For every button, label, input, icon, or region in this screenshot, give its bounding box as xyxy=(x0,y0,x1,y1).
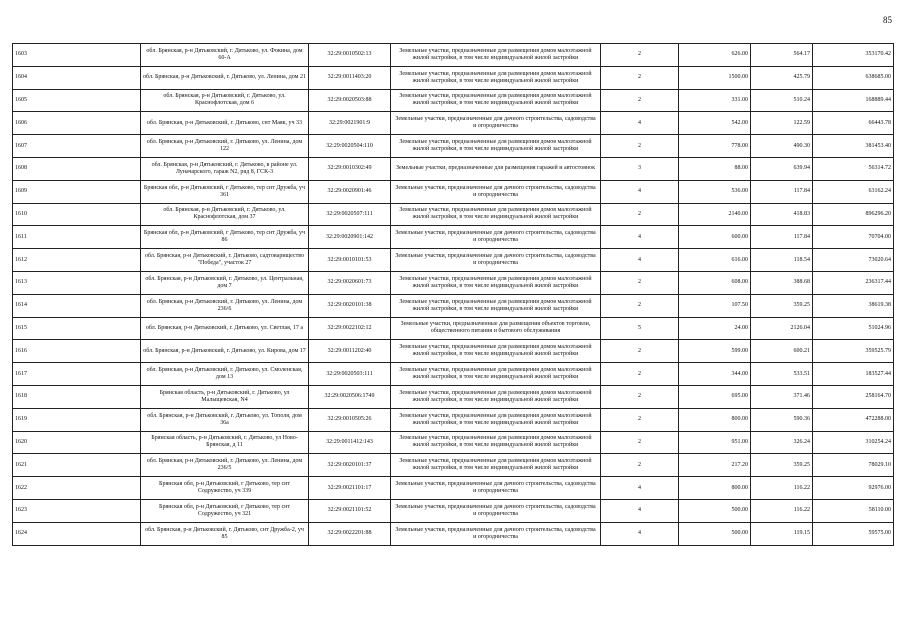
area-cell: 500.00 xyxy=(679,522,751,545)
group-cell: 4 xyxy=(601,112,679,135)
cadastral-number-cell: 32:29:0021101:17 xyxy=(309,477,391,500)
specific-value-cell: 117.84 xyxy=(751,180,813,203)
cadastral-value-cell: 58110.00 xyxy=(813,499,894,522)
address-cell: обл. Брянская, р-н Дятьковский, г. Дятьково, ул. Смоленская, дом 13 xyxy=(141,363,309,386)
land-use-cell: Земельные участки, предназначенные для размещения объектов торговли, общественного питания и бытового обслуживания xyxy=(391,317,601,340)
land-use-cell: Земельные участки, предназначенные для размещения гаражей и автостоянок xyxy=(391,157,601,180)
group-cell: 2 xyxy=(601,66,679,89)
row-number: 1624 xyxy=(13,522,141,545)
area-cell: 951.00 xyxy=(679,431,751,454)
land-use-cell: Земельные участки, предназначенные для размещения домов малоэтажной жилой застройки, в том числе индивидуальной жилой застройки xyxy=(391,203,601,226)
group-cell: 4 xyxy=(601,477,679,500)
area-cell: 800.00 xyxy=(679,408,751,431)
table-row xyxy=(13,477,894,500)
land-use-cell: Земельные участки, предназначенные для размещения домов малоэтажной жилой застройки, в том числе индивидуальной жилой застройки xyxy=(391,89,601,112)
group-cell: 2 xyxy=(601,271,679,294)
area-cell: 2140.00 xyxy=(679,203,751,226)
specific-value-cell: 600.21 xyxy=(751,340,813,363)
table-row xyxy=(13,294,894,317)
cadastral-number-cell: 32:29:0021901:9 xyxy=(309,112,391,135)
cadastral-value-cell: 472288.00 xyxy=(813,408,894,431)
address-cell: обл. Брянская, р-н Дятьковский, г. Дятьково, ул. Ленина, дом 122 xyxy=(141,135,309,158)
row-number: 1604 xyxy=(13,66,141,89)
address-cell: Брянская обл, р-н Дятьковский, г Дятьково, тер снт Содружество, уч 321 xyxy=(141,499,309,522)
row-number: 1614 xyxy=(13,294,141,317)
row-number: 1623 xyxy=(13,499,141,522)
group-cell: 2 xyxy=(601,294,679,317)
land-use-cell: Земельные участки, предназначенные для дачного строительства, садоводства и огородничества xyxy=(391,112,601,135)
group-cell: 2 xyxy=(601,135,679,158)
table-row xyxy=(13,135,894,158)
specific-value-cell: 425.79 xyxy=(751,66,813,89)
cadastral-number-cell: 32:29:0020506:1749 xyxy=(309,385,391,408)
cadastral-number-cell: 32:29:0011202:40 xyxy=(309,340,391,363)
row-number: 1606 xyxy=(13,112,141,135)
table-row xyxy=(13,522,894,545)
address-cell: Брянская обл, р-н Дятьковский, г Дятьково, тер снт Дружба, уч 86 xyxy=(141,226,309,249)
group-cell: 4 xyxy=(601,522,679,545)
cadastral-value-cell: 73020.64 xyxy=(813,249,894,272)
land-use-cell: Земельные участки, предназначенные для дачного строительства, садоводства и огородничества xyxy=(391,249,601,272)
table-row xyxy=(13,249,894,272)
cadastral-number-cell: 32:29:0010502:13 xyxy=(309,44,391,67)
area-cell: 88.00 xyxy=(679,157,751,180)
cadastral-number-cell: 32:29:0011403:20 xyxy=(309,66,391,89)
area-cell: 616.00 xyxy=(679,249,751,272)
cadastral-value-cell: 353170.42 xyxy=(813,44,894,67)
cadastral-number-cell: 32:29:0020503:111 xyxy=(309,363,391,386)
row-number: 1607 xyxy=(13,135,141,158)
area-cell: 608.00 xyxy=(679,271,751,294)
specific-value-cell: 533.51 xyxy=(751,363,813,386)
area-cell: 626.00 xyxy=(679,44,751,67)
row-number: 1611 xyxy=(13,226,141,249)
specific-value-cell: 639.94 xyxy=(751,157,813,180)
address-cell: обл. Брянская, р-н Дятьковский, г. Дятьково, ул. Фокина, дом 60-А xyxy=(141,44,309,67)
address-cell: Брянская обл, р-н Дятьковский, г Дятьково, тер снт Дружба, уч 361 xyxy=(141,180,309,203)
table-row xyxy=(13,203,894,226)
group-cell: 2 xyxy=(601,363,679,386)
group-cell: 4 xyxy=(601,249,679,272)
specific-value-cell: 117.84 xyxy=(751,226,813,249)
land-use-cell: Земельные участки, предназначенные для размещения домов малоэтажной жилой застройки, в том числе индивидуальной жилой застройки xyxy=(391,340,601,363)
cadastral-value-cell: 310254.24 xyxy=(813,431,894,454)
address-cell: обл. Брянская, р-н Дятьковский, г. Дятьково, ул. Ленина, дом 236/5 xyxy=(141,454,309,477)
address-cell: Брянская область, р-н Дятьковский, г. Дятьково, ул Ново-Брянская, д 11 xyxy=(141,431,309,454)
area-cell: 800.00 xyxy=(679,477,751,500)
group-cell: 5 xyxy=(601,317,679,340)
cadastral-value-cell: 92976.00 xyxy=(813,477,894,500)
cadastral-number-cell: 32:29:0020901:46 xyxy=(309,180,391,203)
table-row xyxy=(13,408,894,431)
address-cell: обл. Брянская, р-н Дятьковский, г. Дятьково, ул. Кирова, дом 17 xyxy=(141,340,309,363)
table-row xyxy=(13,385,894,408)
area-cell: 600.00 xyxy=(679,226,751,249)
row-number: 1618 xyxy=(13,385,141,408)
specific-value-cell: 490.30 xyxy=(751,135,813,158)
land-use-cell: Земельные участки, предназначенные для размещения домов малоэтажной жилой застройки, в том числе индивидуальной жилой застройки xyxy=(391,294,601,317)
cadastral-value-cell: 258164.70 xyxy=(813,385,894,408)
cadastral-number-cell: 32:29:0020601:73 xyxy=(309,271,391,294)
cadastral-number-cell: 32:29:0020101:38 xyxy=(309,294,391,317)
group-cell: 2 xyxy=(601,89,679,112)
cadastral-value-cell: 38619.38 xyxy=(813,294,894,317)
specific-value-cell: 2126.04 xyxy=(751,317,813,340)
cadastral-value-cell: 638685.00 xyxy=(813,66,894,89)
address-cell: обл. Брянская, р-н Дятьковский, г. Дятьково, ул. Краснофлотская, дом 6 xyxy=(141,89,309,112)
row-number: 1615 xyxy=(13,317,141,340)
specific-value-cell: 116.22 xyxy=(751,477,813,500)
land-use-cell: Земельные участки, предназначенные для размещения домов малоэтажной жилой застройки, в том числе индивидуальной жилой застройки xyxy=(391,363,601,386)
table-row xyxy=(13,363,894,386)
page-number: 85 xyxy=(883,15,892,25)
table-row xyxy=(13,431,894,454)
row-number: 1610 xyxy=(13,203,141,226)
land-use-cell: Земельные участки, предназначенные для размещения домов малоэтажной жилой застройки, в том числе индивидуальной жилой застройки xyxy=(391,135,601,158)
table-row xyxy=(13,66,894,89)
address-cell: Брянская обл, р-н Дятьковский, г Дятьково, тер снт Содружество, уч 339 xyxy=(141,477,309,500)
specific-value-cell: 119.15 xyxy=(751,522,813,545)
cadastral-value-cell: 236317.44 xyxy=(813,271,894,294)
cadastral-value-cell: 78029.10 xyxy=(813,454,894,477)
table-row xyxy=(13,180,894,203)
area-cell: 500.00 xyxy=(679,499,751,522)
cadastral-value-cell: 381453.40 xyxy=(813,135,894,158)
table-row xyxy=(13,317,894,340)
cadastral-number-cell: 32:29:0020901:142 xyxy=(309,226,391,249)
area-cell: 24.00 xyxy=(679,317,751,340)
cadastral-number-cell: 32:29:0021101:52 xyxy=(309,499,391,522)
address-cell: обл. Брянская, р-н Дятьковский, г. Дятьково, снт Дружба-2, уч 85 xyxy=(141,522,309,545)
row-number: 1622 xyxy=(13,477,141,500)
row-number: 1612 xyxy=(13,249,141,272)
specific-value-cell: 116.22 xyxy=(751,499,813,522)
cadastral-value-table xyxy=(12,43,894,546)
table-row xyxy=(13,112,894,135)
address-cell: Брянская область, р-н Дятьковский, г. Дятьково, ул Малыщевская, N4 xyxy=(141,385,309,408)
specific-value-cell: 371.46 xyxy=(751,385,813,408)
row-number: 1621 xyxy=(13,454,141,477)
specific-value-cell: 326.24 xyxy=(751,431,813,454)
cadastral-value-cell: 359525.79 xyxy=(813,340,894,363)
row-number: 1619 xyxy=(13,408,141,431)
land-use-cell: Земельные участки, предназначенные для размещения домов малоэтажной жилой застройки, в том числе индивидуальной жилой застройки xyxy=(391,66,601,89)
row-number: 1605 xyxy=(13,89,141,112)
row-number: 1613 xyxy=(13,271,141,294)
group-cell: 2 xyxy=(601,408,679,431)
group-cell: 2 xyxy=(601,44,679,67)
area-cell: 344.00 xyxy=(679,363,751,386)
row-number: 1616 xyxy=(13,340,141,363)
cadastral-value-cell: 51024.96 xyxy=(813,317,894,340)
address-cell: обл. Брянская, р-н Дятьковский, г. Дятьково, ул. Краснофлотская, дом 37 xyxy=(141,203,309,226)
address-cell: обл. Брянская, р-н Дятьковский, г. Дятьково, ул. Ленина, дом 236/6 xyxy=(141,294,309,317)
area-cell: 536.00 xyxy=(679,180,751,203)
cadastral-value-cell: 59575.00 xyxy=(813,522,894,545)
cadastral-number-cell: 32:29:0022102:12 xyxy=(309,317,391,340)
cadastral-value-cell: 168889.44 xyxy=(813,89,894,112)
row-number: 1603 xyxy=(13,44,141,67)
land-use-cell: Земельные участки, предназначенные для дачного строительства, садоводства и огородничества xyxy=(391,499,601,522)
area-cell: 542.00 xyxy=(679,112,751,135)
group-cell: 4 xyxy=(601,226,679,249)
land-use-cell: Земельные участки, предназначенные для дачного строительства, садоводства и огородничества xyxy=(391,226,601,249)
area-cell: 695.00 xyxy=(679,385,751,408)
specific-value-cell: 510.24 xyxy=(751,89,813,112)
group-cell: 3 xyxy=(601,157,679,180)
row-number: 1617 xyxy=(13,363,141,386)
table-row xyxy=(13,454,894,477)
address-cell: обл. Брянская, р-н Дятьковский, г. Дятьково, ул. Центральная, дом 7 xyxy=(141,271,309,294)
cadastral-value-cell: 896296.20 xyxy=(813,203,894,226)
area-cell: 107.50 xyxy=(679,294,751,317)
table-row xyxy=(13,157,894,180)
land-use-cell: Земельные участки, предназначенные для размещения домов малоэтажной жилой застройки, в том числе индивидуальной жилой застройки xyxy=(391,408,601,431)
specific-value-cell: 359.25 xyxy=(751,454,813,477)
address-cell: обл. Брянская, р-н Дятьковский, г. Дятьково, ул. Тополя, дом 36а xyxy=(141,408,309,431)
cadastral-number-cell: 32:29:0010505:26 xyxy=(309,408,391,431)
area-cell: 778.00 xyxy=(679,135,751,158)
row-number: 1608 xyxy=(13,157,141,180)
land-use-cell: Земельные участки, предназначенные для размещения домов малоэтажной жилой застройки, в том числе индивидуальной жилой застройки xyxy=(391,454,601,477)
table-row xyxy=(13,499,894,522)
address-cell: обл. Брянская, р-н Дятьковский, г. Дятьково, ул. Ленина, дом 21 xyxy=(141,66,309,89)
cadastral-value-cell: 183527.44 xyxy=(813,363,894,386)
land-use-cell: Земельные участки, предназначенные для дачного строительства, садоводства и огородничества xyxy=(391,180,601,203)
land-use-cell: Земельные участки, предназначенные для размещения домов малоэтажной жилой застройки, в том числе индивидуальной жилой застройки xyxy=(391,385,601,408)
group-cell: 2 xyxy=(601,431,679,454)
group-cell: 2 xyxy=(601,340,679,363)
land-use-cell: Земельные участки, предназначенные для размещения домов малоэтажной жилой застройки, в том числе индивидуальной жилой застройки xyxy=(391,271,601,294)
cadastral-value-cell: 63162.24 xyxy=(813,180,894,203)
address-cell: обл. Брянская, р-н Дятьковский, г. Дятьково, в районе ул. Луначарского, гараж N2, ряд 8, ГСК-3 xyxy=(141,157,309,180)
table-row xyxy=(13,226,894,249)
group-cell: 4 xyxy=(601,180,679,203)
cadastral-number-cell: 32:29:0010302:49 xyxy=(309,157,391,180)
group-cell: 2 xyxy=(601,454,679,477)
area-cell: 599.00 xyxy=(679,340,751,363)
specific-value-cell: 418.83 xyxy=(751,203,813,226)
cadastral-number-cell: 32:29:0011412:143 xyxy=(309,431,391,454)
group-cell: 2 xyxy=(601,203,679,226)
address-cell: обл. Брянская, р-н Дятьковский, г. Дятьково, садтоварищество "Победа", участок 27 xyxy=(141,249,309,272)
table-row xyxy=(13,44,894,67)
land-use-cell: Земельные участки, предназначенные для дачного строительства, садоводства и огородничества xyxy=(391,522,601,545)
row-number: 1609 xyxy=(13,180,141,203)
cadastral-number-cell: 32:29:0020507:111 xyxy=(309,203,391,226)
group-cell: 4 xyxy=(601,499,679,522)
cadastral-number-cell: 32:29:0020503:88 xyxy=(309,89,391,112)
cadastral-number-cell: 32:29:0022201:88 xyxy=(309,522,391,545)
area-cell: 331.00 xyxy=(679,89,751,112)
cadastral-number-cell: 32:29:0010101:53 xyxy=(309,249,391,272)
address-cell: обл. Брянская, р-н Дятьковский, г. Дятьково, снт Маяк, уч 33 xyxy=(141,112,309,135)
specific-value-cell: 564.17 xyxy=(751,44,813,67)
group-cell: 2 xyxy=(601,385,679,408)
table-row xyxy=(13,271,894,294)
specific-value-cell: 590.36 xyxy=(751,408,813,431)
area-cell: 1500.00 xyxy=(679,66,751,89)
specific-value-cell: 388.68 xyxy=(751,271,813,294)
cadastral-value-cell: 56314.72 xyxy=(813,157,894,180)
cadastral-number-cell: 32:29:0020504:110 xyxy=(309,135,391,158)
land-use-cell: Земельные участки, предназначенные для размещения домов малоэтажной жилой застройки, в том числе индивидуальной жилой застройки xyxy=(391,431,601,454)
table-row xyxy=(13,89,894,112)
specific-value-cell: 122.59 xyxy=(751,112,813,135)
specific-value-cell: 118.54 xyxy=(751,249,813,272)
cadastral-value-cell: 66443.78 xyxy=(813,112,894,135)
land-use-cell: Земельные участки, предназначенные для размещения домов малоэтажной жилой застройки, в том числе индивидуальной жилой застройки xyxy=(391,44,601,67)
table-row xyxy=(13,340,894,363)
land-use-cell: Земельные участки, предназначенные для дачного строительства, садоводства и огородничества xyxy=(391,477,601,500)
cadastral-value-cell: 70704.00 xyxy=(813,226,894,249)
row-number: 1620 xyxy=(13,431,141,454)
address-cell: обл. Брянская, р-н Дятьковский, г. Дятьково, ул. Светлая, 17 а xyxy=(141,317,309,340)
area-cell: 217.20 xyxy=(679,454,751,477)
cadastral-number-cell: 32:29:0020101:37 xyxy=(309,454,391,477)
specific-value-cell: 359.25 xyxy=(751,294,813,317)
